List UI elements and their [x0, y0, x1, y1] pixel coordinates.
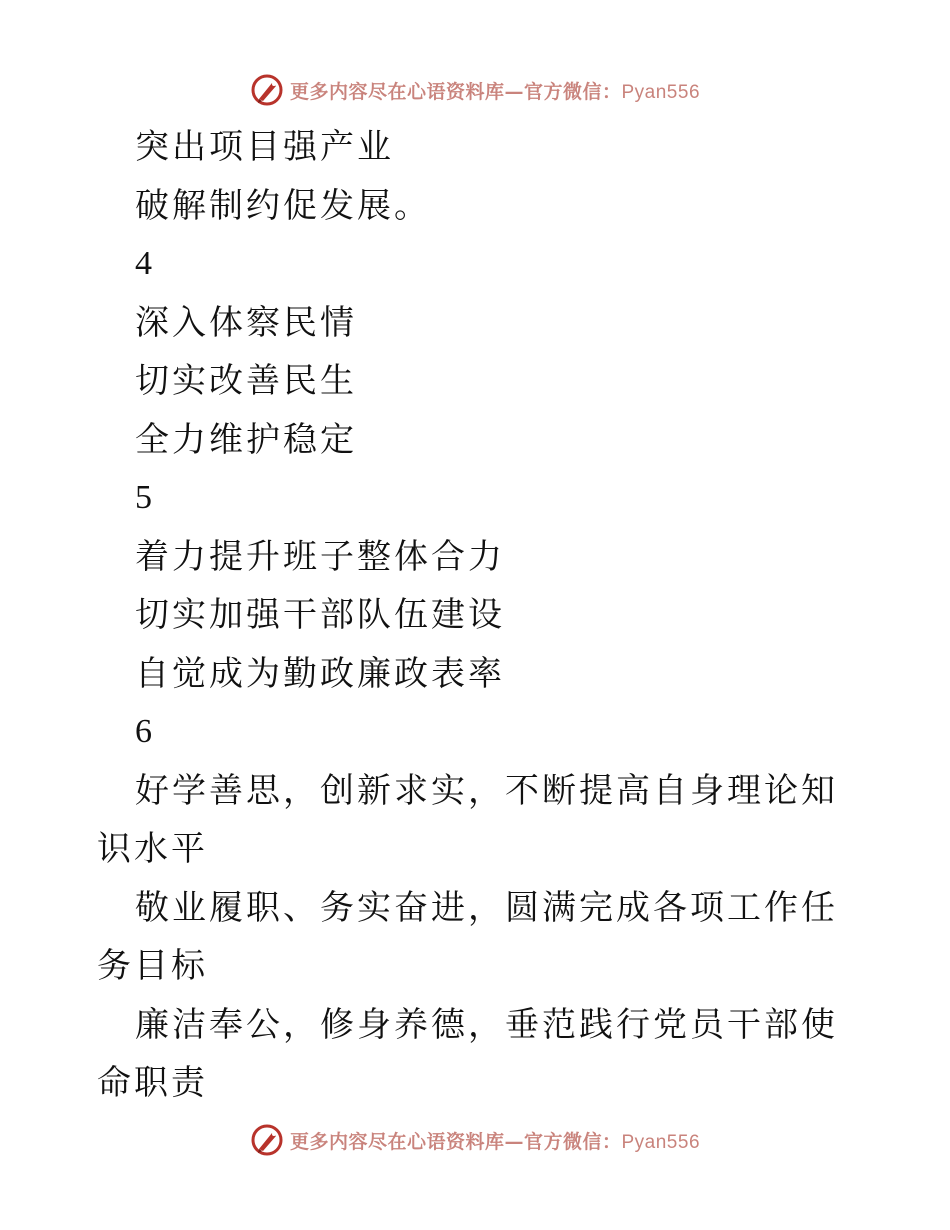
footer-banner-main: 更多内容尽在心语资料库: [289, 1130, 505, 1153]
header-banner-sep: —: [504, 80, 524, 103]
body-line: 破解制约促发展。: [135, 185, 431, 226]
header-banner-wechat: Pyan556: [621, 81, 701, 103]
header-banner-official: 官方微信：: [523, 80, 622, 103]
body-line: 深入体察民情: [135, 302, 357, 343]
body-line: 全力维护稳定: [135, 419, 357, 460]
footer-banner-official: 官方微信：: [523, 1130, 622, 1153]
body-line: 廉洁奉公，修身养德，垂范践行党员干部使命职责: [97, 1004, 838, 1103]
section-number: 4: [135, 245, 152, 282]
body-line: 着力提升班子整体合力: [135, 536, 505, 577]
body-line: 突出项目强产业: [135, 127, 394, 167]
body-line: 好学善思，创新求实，不断提高自身理论知识水平: [97, 770, 838, 869]
header-banner-main: 更多内容尽在心语资料库: [289, 80, 505, 103]
header-banner-text: [290, 77, 700, 104]
footer-banner: [0, 1120, 950, 1160]
pen-logo-icon: [250, 1123, 284, 1157]
footer-banner-wechat: Pyan556: [621, 1131, 701, 1153]
section-number: 5: [135, 479, 152, 516]
body-line: 敬业履职、务实奋进，圆满完成各项工作任务目标: [97, 887, 838, 986]
pen-logo-icon: [250, 73, 284, 107]
body-line: 切实改善民生: [135, 361, 357, 401]
footer-banner-text: [290, 1127, 700, 1154]
header-banner: [0, 70, 950, 110]
body-line: 自觉成为勤政廉政表率: [135, 653, 505, 694]
footer-banner-sep: —: [504, 1130, 524, 1153]
body-line: 切实加强干部队伍建设: [135, 595, 505, 635]
document-body: [97, 118, 857, 1113]
section-number: 6: [135, 713, 152, 750]
